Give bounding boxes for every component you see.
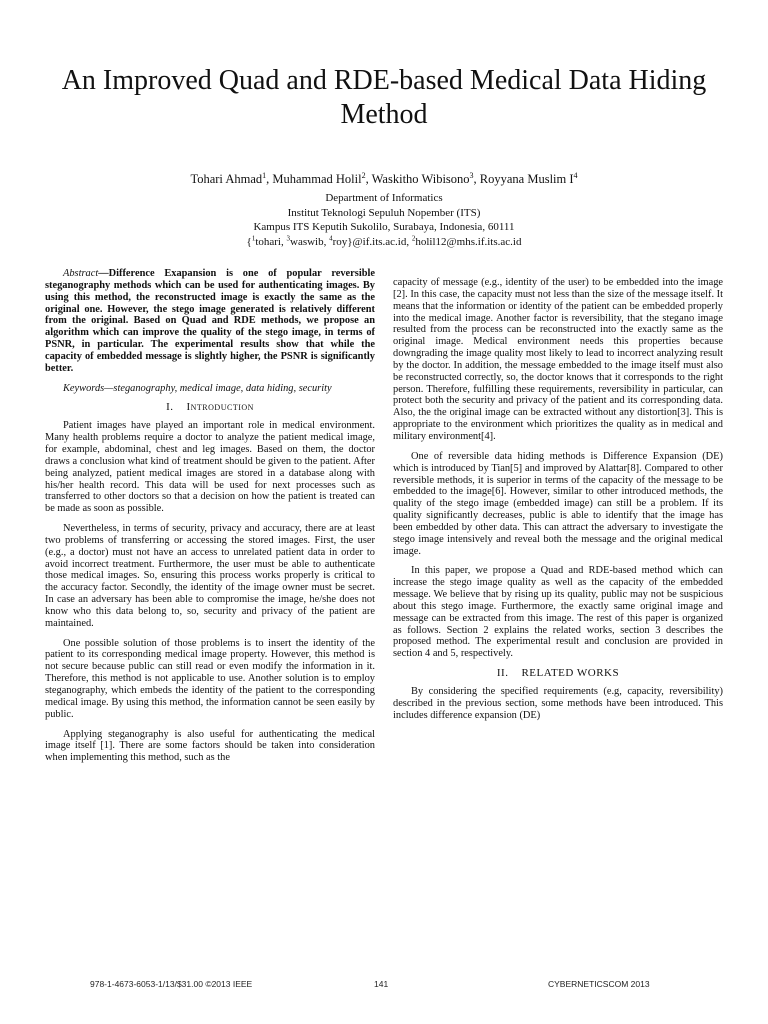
abstract xyxy=(45,268,375,375)
author-1: Tohari Ahmad xyxy=(190,172,263,186)
email-brace: { xyxy=(246,235,252,248)
related-works-paragraph-1: By considering the specified requirements (e.g, capacity, reversibility) described in the previous section, some methods have been introduced. This includes difference expansion (DE) xyxy=(393,686,723,721)
author-3: , Waskitho Wibisono xyxy=(365,172,470,186)
author-3-sup: 3 xyxy=(469,170,474,180)
right-column xyxy=(393,277,723,730)
email-2: waswib, xyxy=(290,235,330,248)
paper-title: An Improved Quad and RDE-based Medical Data Hiding Method xyxy=(61,65,707,130)
abstract-label: Abstract xyxy=(63,268,99,279)
email-1: tohari, xyxy=(255,235,287,248)
footer-conference: CYBERNETICSCOM 2013 xyxy=(548,979,650,989)
email-sup-3: 4 xyxy=(329,233,333,242)
section-2-title: RELATED WORKS xyxy=(521,667,620,680)
left-column xyxy=(45,268,375,772)
section-1-heading xyxy=(45,402,375,414)
abstract-dash: — xyxy=(98,268,109,279)
email-sup-4: 2 xyxy=(411,233,416,242)
section-2-heading xyxy=(393,668,723,680)
intro-paragraph-6: In this paper, we propose a Quad and RDE-based method which can increase the stego image quality as well as the capacity of the embedded message. We believe that by rising up its quality, public may not be suspicious about this stego image. Furthermore, the exactly same original image and message can be extracted from this image. The rest of this paper is organized as follows. Section 2 explains the related works, section 3 describes the proposed method. The experimental result and conclusion are provided in section 4 and 5, respectively. xyxy=(393,565,723,660)
footer-page-number: 141 xyxy=(374,979,389,989)
intro-paragraph-2: Nevertheless, in terms of security, privacy and accuracy, there are at least two problems of transferring or accessing the stored images. First, the user (e.g., a doctor) must not have an access to unrelated patient data in order to avoid incorrect treatment. Furthermore, the user must be able to authenticate those medical images. So, ensuring this process works properly is critical to the accuracy factor. Secondly, the identity of the image owner must be secret. In case an adversary has been able to compromise the image, he/she does not know who this data belong to, so, security and privacy of the patient are maintained. xyxy=(45,523,375,629)
section-1-title: Introduction xyxy=(186,401,254,414)
intro-paragraph-5: One of reversible data hiding methods is Difference Expansion (DE) which is introduced by Tian[5] and improved by Alattar[8]. Compared to other reversible methods, it is superior in terms of the capacity of the message to be embedded to the image[6]. However, similar to other introduced methods, the quality of the stego image (embedded image) can still be a problem. If its quality significantly decreases, public is able to identify that the image has been embedded by other data. This can attract the adversary to investigate the stego image intensively and reveal both the message and the original medical image. xyxy=(393,450,723,557)
intro-paragraph-3: One possible solution of those problems is to insert the identity of the patient to its corresponding medical image property. However, this method is not secure because public can still read or even modify the information in it. Therefore, this method is not applicable to use. Another solution is to employ steganography, which embeds the identity of the patient to the corresponding medical image. By using this method, the information cannot be seen easily by public. xyxy=(45,637,375,720)
email-4: holil12@mhs.if.its.ac.id xyxy=(415,235,522,248)
intro-paragraph-4: Applying steganography is also useful for authenticating the medical image itself [1]. There are some factors should be taken into consideration when implementing this method, such as the xyxy=(45,728,375,764)
email-3: roy}@if.its.ac.id, xyxy=(332,235,412,248)
affiliation xyxy=(40,191,728,249)
author-4: , Royyana Muslim I xyxy=(473,172,574,186)
email-sup-2: 3 xyxy=(286,233,290,242)
author-4-sup: 4 xyxy=(573,170,578,180)
footer-isbn: 978-1-4673-6053-1/13/$31.00 ©2013 IEEE xyxy=(90,979,253,989)
intro-paragraph-continued: capacity of message (e.g., identity of the user) to be embedded into the image [2]. In this case, the capacity must not less than the size of the message itself. It means that the information or identity of the patient can be embedded properly into the medical image. Another factor is reversibility, that the stegano image resulted from the process can be reconstructed into the exactly same as the original image. Medical environment needs this properties because downgrading the image quality most likely to lead to incorrect analyzing result by the doctor. In addition, the message embedded to the image itself must also be reconstructed correctly, so, the doctor knows that it corresponds to the right person. Therefore, fulfilling these requirements, reversibility in particular, can protect both the security and privacy of the patient and its corresponding data. Also, the the original image can be extracted without any distortion[3]. This is appropriate to the environment which prioritizes the quality as in medical and military environment[4]. xyxy=(393,277,723,442)
keywords: Keywords—steganography, medical image, data hiding, security xyxy=(63,382,332,394)
affiliation-institute: Institut Teknologi Sepuluh Nopember (ITS) xyxy=(287,206,481,219)
affiliation-address: Kampus ITS Keputih Sukolilo, Surabaya, Indonesia, 60111 xyxy=(253,221,515,233)
author-2-sup: 2 xyxy=(361,170,366,180)
section-2-number: II. xyxy=(496,667,509,680)
affiliation-department: Department of Informatics xyxy=(325,192,443,204)
author-2: , Muhammad Holil xyxy=(266,172,362,186)
email-sup-1: 1 xyxy=(251,233,256,242)
author-1-sup: 1 xyxy=(262,170,267,180)
author-list xyxy=(40,172,728,187)
intro-paragraph-1: Patient images have played an important role in medical environment. Many health problems require a doctor to analyze the patient medical image, for example, abdominal, chest and leg images. Based on them, the doctor draws a conclusion what kind of treatment should be given to the patient. After being analyzed, patient medical images are stored in a database along with his/her health record. This data will be used for next processes such as transferred to other doctors so that a decision on how the patient is treated can be made as soon as possible. xyxy=(45,420,375,515)
affiliation-emails xyxy=(40,235,728,250)
abstract-text: Difference Exapansion is one of popular reversible steganography methods which can be used for authenticating images. By using this method, the reconstructed image is exactly the same as the original one. However, the stego image generated is relatively different from the original. Based on Quad and RDE methods, we propose an algorithm which can improve the quality of the stego image, in terms of PSNR, in particular. The experimental results show that while the capacity of embedded message is slightly higher, the PSNR is significantly better. xyxy=(45,268,375,374)
section-1-number: I. xyxy=(166,401,174,414)
